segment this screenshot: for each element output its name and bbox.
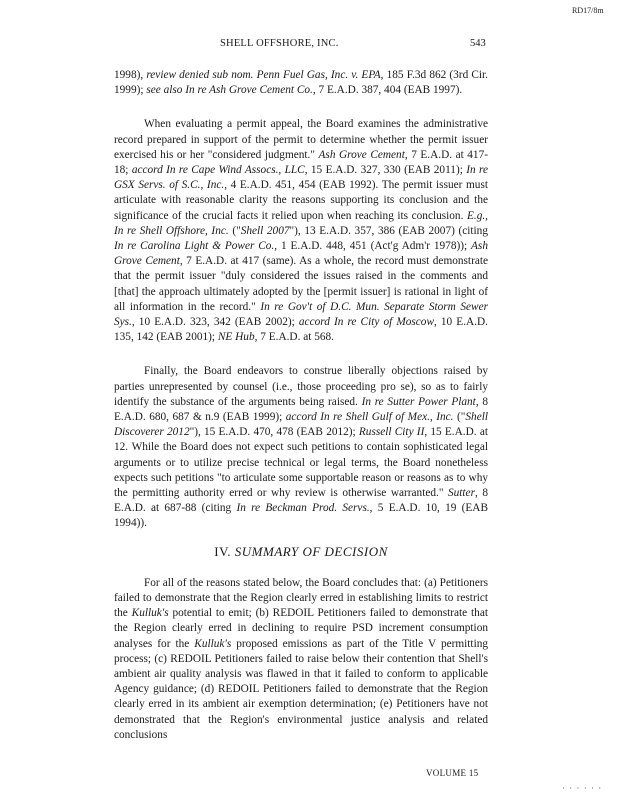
footer-dots: · · · · · · [562, 783, 603, 793]
page-body [114, 68, 488, 743]
paragraph-standard-of-review: When evaluating a permit appeal, the Board examines the administrative record prepared in support of the permit to determine whether the permit issuer exercised his or her "considered judgment." Ash Grove Cement, 7 E.A.D. at 417-18; accord In re Cape Wind Assocs., LLC, 15 E.A.D. 327, 330 (EAB 2011); In re GSX Servs. of S.C., Inc., 4 E.A.D. 451, 454 (EAB 1992). The permit issuer must articulate with reasonable clarity the reasons supporting its conclusion and the significance of the crucial facts it relied upon when reaching its conclusion. E.g., In re Shell Offshore, Inc. ("Shell 2007"), 13 E.A.D. 357, 386 (EAB 2007) (citing In re Carolina Light & Power Co., 1 E.A.D. 448, 451 (Act'g Adm'r 1978)); Ash Grove Cement, 7 E.A.D. at 417 (same). As a whole, the record must demonstrate that the permit issuer "duly considered the issues raised in the comments and [that] the approach ultimately adopted by the [permit issuer] is rational in light of all information in the record." In re Gov't of D.C. Mun. Separate Storm Sewer Sys., 10 E.A.D. 323, 342 (EAB 2002); accord In re City of Moscow, 10 E.A.D. 135, 142 (EAB 2001); NE Hub, 7 E.A.D. at 568. [114, 118, 488, 344]
section-heading: IV. SUMMARY OF DECISION [214, 543, 388, 559]
running-title: SHELL OFFSHORE, INC. [220, 38, 339, 49]
paragraph-citation-continuation: 1998), review denied sub nom. Penn Fuel Gas, Inc. v. EPA, 185 F.3d 862 (3rd Cir. 1999); see also In re Ash Grove Cement Co., 7 E.A.D. 387, 404 (EAB 1997). [114, 69, 488, 97]
volume-footer: VOLUME 15 [426, 768, 479, 778]
paragraph-pro-se-construction: Finally, the Board endeavors to construe liberally objections raised by parties unrepresented by counsel (i.e., those proceeding pro se), so as to fairly identify the substance of the arguments being raised. In re Sutter Power Plant, 8 E.A.D. 680, 687 & n.9 (EAB 1999); accord In re Shell Gulf of Mex., Inc. ("Shell Discoverer 2012"), 15 E.A.D. 470, 478 (EAB 2012); Russell City II, 15 E.A.D. at 12. While the Board does not expect such petitions to contain sophisticated legal arguments or to utilize precise technical or legal terms, the Board nonetheless expects such petitions "to articulate some supportable reason or reasons as to why the permitting authority erred or why review is otherwise warranted." Sutter, 8 E.A.D. at 687-88 (citing In re Beckman Prod. Servs., 5 E.A.D. 10, 19 (EAB 1994)). [114, 365, 489, 530]
running-header [0, 38, 618, 52]
paragraph-summary-of-decision: For all of the reasons stated below, the Board concludes that: (a) Petitioners failed to demonstrate that the Region clearly erred in establishing limits to restrict the Kulluk's potential to emit; (b) REDOIL Petitioners failed to demonstrate that the Region clearly erred in declining to require PSD increment consumption analyses for the Kulluk's proposed emissions as part of the Title V permitting process; (c) REDOIL Petitioners failed to raise below their contention that Shell's ambient air quality analysis was flawed in that it failed to conform to applicable Agency guidance; (d) REDOIL Petitioners failed to demonstrate that the Region clearly erred in its ambient air exemption determination; (e) Petitioners have not demonstrated that the Region's environmental justice analysis and related conclusions [114, 576, 489, 741]
page-number: 543 [470, 38, 486, 49]
document-id-mark: RD17/8m [572, 6, 604, 15]
